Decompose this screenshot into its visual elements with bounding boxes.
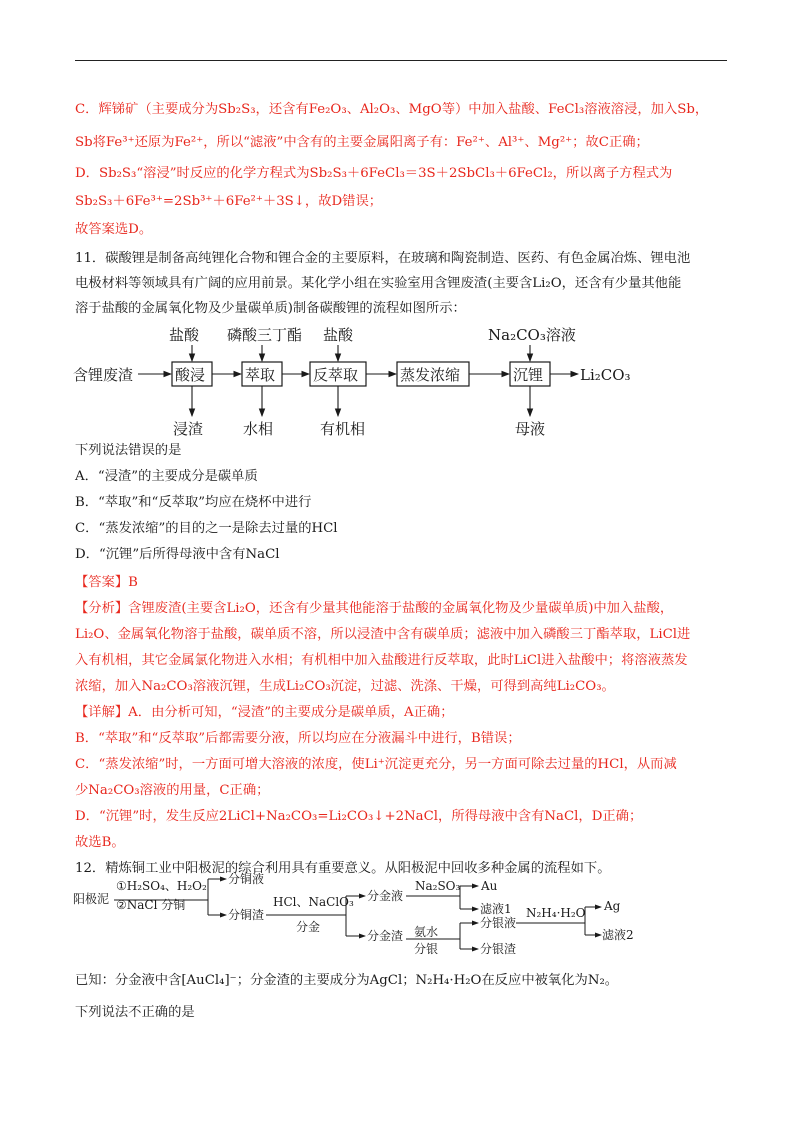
q12-copper-liquid: 分铜液 <box>228 873 265 886</box>
q11-step-precipitate: 沉锂 <box>513 366 544 384</box>
q11-analysis-line3: 入有机相，其它金属氯化物进入水相；有机相中加入盐酸进行反萃取，此时LiCl进入盐酸中；将溶液蒸发 <box>75 653 688 668</box>
q11-output-mother-liquor: 母液 <box>515 420 546 438</box>
q11-input-hcl-2: 盐酸 <box>323 326 354 344</box>
q11-flow-diagram <box>70 322 670 440</box>
q12-filtrate1: 滤液1 <box>480 902 512 916</box>
q12-reagent3: HCl、NaClO₃ <box>273 895 354 909</box>
q12-silver-residue: 分银渣 <box>480 942 517 956</box>
q11-step-back-extract: 反萃取 <box>313 366 359 384</box>
q12-ammonia: 氨水 <box>414 925 439 939</box>
q11-question: 下列说法错误的是 <box>75 443 182 458</box>
q11-option-c: C．“蒸发浓缩”的目的之一是除去过量的HCl <box>75 521 338 536</box>
q11-option-d: D．“沉锂”后所得母液中含有NaCl <box>75 547 280 562</box>
q11-detail-line3: C．“蒸发浓缩”时，一方面可增大溶液的浓度，使Li⁺沉淀更充分，另一方面可除去过量的HCl，从而减 <box>75 757 677 772</box>
q11-input-na2co3: Na₂CO₃溶液 <box>488 326 576 344</box>
q12-step-gold: 分金 <box>296 920 321 934</box>
q12-reagent4: Na₂SO₃ <box>415 879 461 893</box>
q12-gold-liquid: 分金液 <box>367 889 404 903</box>
q11-detail-line2: B．“萃取”和“反萃取”后都需要分液，所以均应在分液漏斗中进行，B错误； <box>75 731 521 746</box>
q10-option-c-line1: C．辉锑矿（主要成分为Sb₂S₃，还含有Fe₂O₃、Al₂O₃、MgO等）中加入盐酸、FeCl₃溶液溶浸，加入Sb， <box>75 102 709 117</box>
q11-start-material: 含锂废渣 <box>73 366 134 384</box>
q12-known: 已知：分金液中含[AuCl₄]⁻；分金渣的主要成分为AgCl；N₂H₄·H₂O在反应中被氧化为N₂。 <box>75 973 619 988</box>
q12-filtrate2: 滤液2 <box>602 928 634 942</box>
q11-step-extract: 萃取 <box>245 366 276 384</box>
q11-stem-line1: 11．碳酸锂是制备高纯锂化合物和锂合金的主要原料，在玻璃和陶瓷制造、医药、有色金属冶炼、锂电池 <box>75 251 691 266</box>
q11-product: Li₂CO₃ <box>580 366 631 384</box>
q12-copper-residue: 分铜渣 <box>228 908 265 922</box>
q11-output-organic-phase: 有机相 <box>320 420 366 438</box>
q11-input-hcl-1: 盐酸 <box>169 326 200 344</box>
q11-detail-line4: 少Na₂CO₃溶液的用量，C正确； <box>75 783 270 798</box>
q11-analysis-line2: Li₂O、金属氧化物溶于盐酸，碳单质不溶，所以浸渣中含有碳单质；滤液中加入磷酸三丁酯萃取，LiCl进 <box>75 627 691 642</box>
q12-silver-liquid: 分银液 <box>480 916 517 930</box>
q11-output-water-phase: 水相 <box>243 420 274 438</box>
q11-step-acid-leach: 酸浸 <box>175 366 206 384</box>
q10-option-d-line1: D．Sb₂S₃“溶浸”时反应的化学方程式为Sb₂S₃＋6FeCl₃＝3S＋2SbCl₃＋6FeCl₂，所以离子方程式为 <box>75 166 673 181</box>
q12-reagent5: N₂H₄·H₂O <box>526 906 586 920</box>
q12-ag: Ag <box>604 899 621 913</box>
q12-au: Au <box>481 879 498 893</box>
q10-answer: 故答案选D。 <box>75 222 153 237</box>
q12-stem: 12．精炼铜工业中阳极泥的综合利用具有重要意义。从阳极泥中回收多种金属的流程如下。 <box>75 861 611 876</box>
q12-question: 下列说法不正确的是 <box>75 1005 195 1020</box>
header-rule <box>75 60 727 61</box>
q12-reagent2: ②NaCl 分铜 <box>116 898 186 912</box>
q12-flow-diagram <box>70 873 690 963</box>
q11-analysis-line1: 【分析】含锂废渣(主要含Li₂O，还含有少量其他能溶于盐酸的金属氧化物及少量碳单质)中加入盐酸， <box>75 601 674 616</box>
q11-step-evaporate: 蒸发浓缩 <box>400 366 461 384</box>
q11-option-b: B．“萃取”和“反萃取”均应在烧杯中进行 <box>75 495 312 510</box>
q11-detail-line5: D．“沉锂”时，发生反应2LiCl+Na₂CO₃=Li₂CO₃↓+2NaCl，所得母液中含有NaCl，D正确； <box>75 809 643 824</box>
q10-option-c-line2: Sb将Fe³⁺还原为Fe²⁺，所以“滤液”中含有的主要金属阳离子有：Fe²⁺、Al³⁺、Mg²⁺；故C正确； <box>75 135 649 150</box>
q11-option-a: A．“浸渣”的主要成分是碳单质 <box>75 469 258 484</box>
q11-stem-line2: 电极材料等领域具有广阔的应用前景。某化学小组在实验室用含锂废渣(主要含Li₂O，还含有少量其他能 <box>75 276 682 291</box>
q11-detail-line1: 【详解】A．由分析可知，“浸渣”的主要成分是碳单质，A正确； <box>75 705 454 720</box>
q11-analysis-line4: 浓缩，加入Na₂CO₃溶液沉锂，生成Li₂CO₃沉淀，过滤、洗涤、干燥，可得到高纯Li₂CO₃。 <box>75 679 615 694</box>
q11-answer: 【答案】B <box>75 575 138 590</box>
q12-reagent1: ①H₂SO₄、H₂O₂ <box>116 879 207 893</box>
q12-gold-residue: 分金渣 <box>367 929 404 943</box>
q10-option-d-line2: Sb₂S₃＋6Fe³⁺=2Sb³⁺＋6Fe²⁺＋3S↓，故D错误； <box>75 194 383 209</box>
q11-input-tbp: 磷酸三丁酯 <box>227 326 303 344</box>
q11-detail-line6: 故选B。 <box>75 835 125 850</box>
q11-output-residue: 浸渣 <box>173 420 204 438</box>
q12-start: 阳极泥 <box>73 892 110 906</box>
q12-step-silver: 分银 <box>414 942 439 956</box>
q11-stem-line3: 溶于盐酸的金属氧化物及少量碳单质)制备碳酸锂的流程如图所示： <box>75 301 466 316</box>
